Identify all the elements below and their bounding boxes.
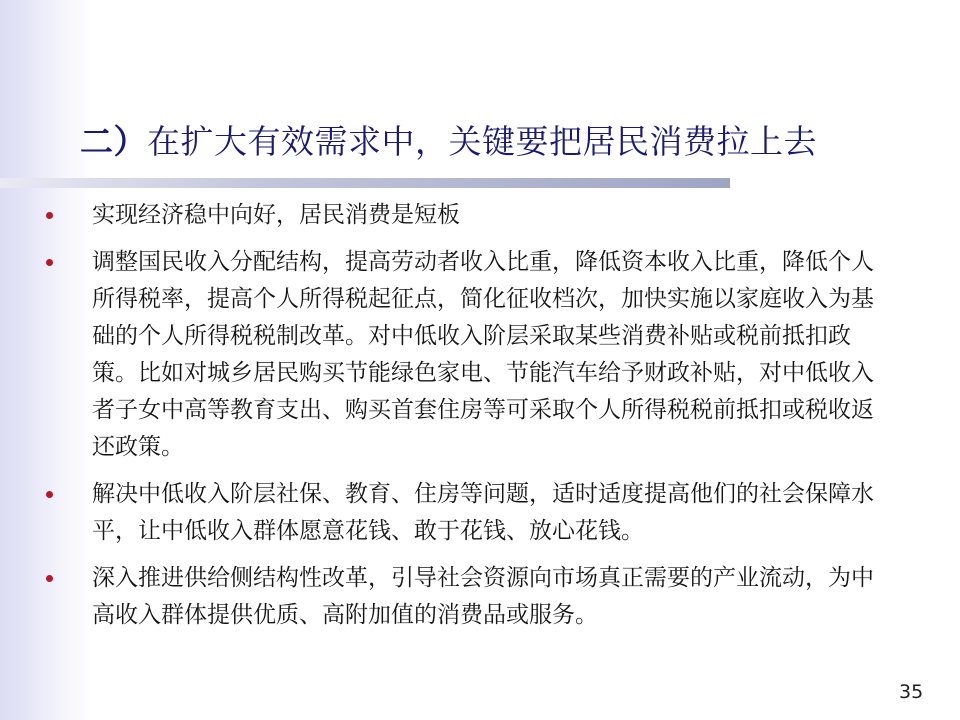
- bullet-item: [0, 476, 882, 550]
- bullet-dot-icon: [46, 259, 53, 266]
- bullet-dot-icon: [46, 491, 53, 498]
- bullet-text: 解决中低收入阶层社保、教育、住房等问题，适时适度提高他们的社会保障水平，让中低收入群体愿意花钱、敢于花钱、放心花钱。: [92, 481, 874, 544]
- bullet-item: [0, 244, 882, 466]
- bullet-list: [0, 197, 960, 644]
- slide-title: [80, 120, 940, 164]
- title-text: 在扩大有效需求中，关键要把居民消费拉上去: [147, 122, 817, 161]
- bullet-text: 实现经济稳中向好，居民消费是短板: [92, 202, 460, 228]
- bullet-item: [0, 560, 882, 634]
- bullet-text: 调整国民收入分配结构，提高劳动者收入比重，降低资本收入比重，降低个人所得税率，提高个人所得税起征点，简化征收档次，加快实施以家庭收入为基础的个人所得税税制改革。对中低收入阶层采取某些消费补贴或税前抵扣政策。比如对城乡居民购买节能绿色家电、节能汽车给予财政补贴，对中低收入者子女中高等教育支出、购买首套住房等可采取个人所得税税前抵扣或税收返还政策。: [92, 249, 874, 460]
- bullet-dot-icon: [46, 575, 53, 582]
- bullet-item: [0, 197, 882, 234]
- bullet-dot-icon: [46, 212, 53, 219]
- title-prefix: 二）: [80, 122, 147, 161]
- page-number: 35: [899, 681, 924, 703]
- bullet-text: 深入推进供给侧结构性改革，引导社会资源向市场真正需要的产业流动，为中高收入群体提供优质、高附加值的消费品或服务。: [92, 565, 874, 628]
- title-underline-bar: [0, 178, 730, 188]
